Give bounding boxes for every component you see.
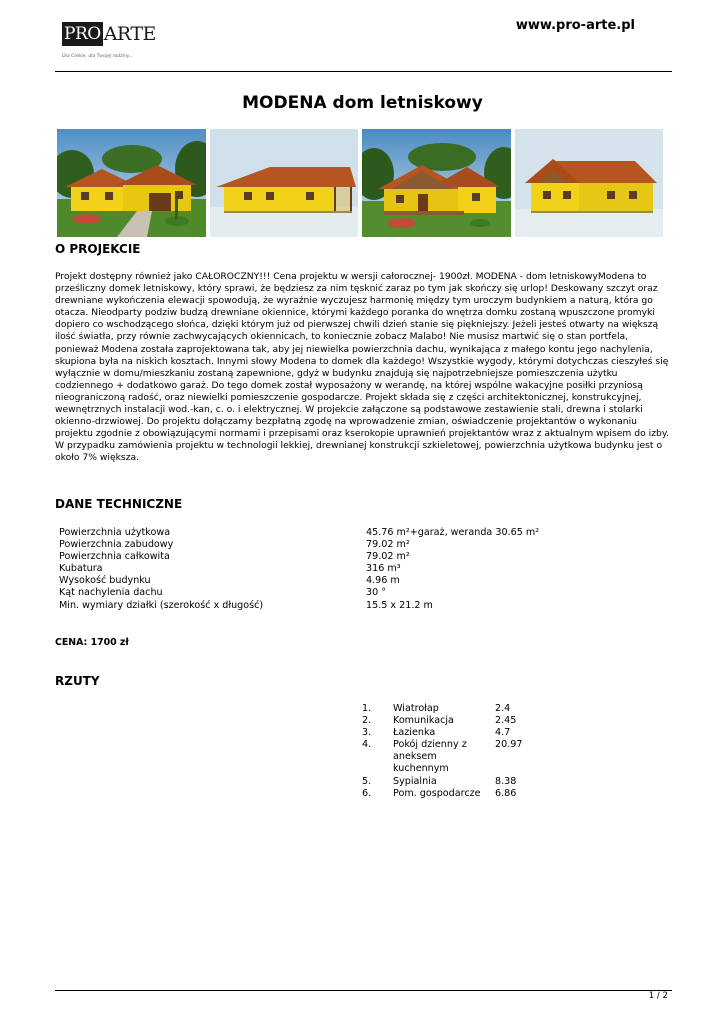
- house-photo-rear: [515, 129, 664, 237]
- page-number: 1 / 2: [648, 991, 668, 1001]
- room-number: 2.: [362, 715, 372, 727]
- room-name: Pom. gospodarcze: [393, 787, 481, 799]
- logo-arte: ARTE: [103, 23, 156, 45]
- room-name: Wiatrołap: [393, 703, 439, 714]
- room-row: [362, 788, 522, 800]
- technical-value: 45.76 m²+garaż, weranda 30.65 m²: [366, 527, 540, 538]
- technical-label: Wysokość budynku: [59, 575, 151, 587]
- technical-label: Kubatura: [59, 563, 103, 575]
- room-row: [362, 715, 522, 727]
- room-row: [362, 776, 522, 788]
- technical-label: Powierzchnia całkowita: [59, 551, 170, 563]
- technical-row: [59, 600, 619, 612]
- room-number: 3.: [362, 727, 372, 739]
- technical-heading: DANE TECHNICZNE: [55, 497, 183, 511]
- header-divider: [55, 71, 672, 72]
- technical-row: [59, 563, 619, 575]
- room-area: 4.7: [495, 727, 511, 739]
- room-name: Pokój dzienny z aneksem kuchennym: [393, 739, 467, 775]
- technical-row: [59, 587, 619, 599]
- pro-arte-logo: [62, 22, 182, 66]
- logo-pro: PRO: [64, 24, 101, 44]
- room-area: 20.97: [495, 739, 523, 751]
- room-number: 1.: [362, 703, 372, 714]
- about-heading: O PROJEKCIE: [55, 242, 141, 256]
- room-number: 4.: [362, 739, 372, 751]
- price-label: CENA: 1700 zł: [55, 637, 129, 648]
- room-number: 6.: [362, 787, 372, 799]
- logo-tagline: Dla Ciebie, dla Twojej rodziny...: [62, 54, 134, 59]
- room-row: [362, 727, 522, 739]
- technical-label: Kąt nachylenia dachu: [59, 587, 163, 599]
- technical-value: 4.96 m: [366, 575, 400, 587]
- room-name: Sypialnia: [393, 775, 437, 787]
- plans-heading: RZUTY: [55, 674, 100, 688]
- project-description: Projekt dostępny również jako CAŁOROCZNY!!! Cena projektu w wersji całorocznej- 1900zł. MODENA - dom letniskowyModena to prześliczny domek letniskowy, który sprawi, że będziesz za nim tęsknić zaraz po tym jak skończy się urlop! Deskowany szczyt oraz drewniane wykończenia elewacji spowodują, że wyraźnie wyczujesz harmonię między tym uroczym budynkiem a naturą, która go otacza. Nieodparty podziw budzą drewniane okiennice, którymi każdego poranka do wnętrza domku zostaną wpuszczone promyki dopiero co wschodzącego słońca, dzięki którym już od pierwszej chwili dzień stanie się piękniejszy. Jeżeli jesteś otwarty na większą ilość światła, przy równie zachwycających okiennicach, to koniecznie zobacz Malabo! Nie musisz martwić się o stan portfela, ponieważ Modena została zaprojektowana tak, aby jej niewielka powierzchnia dachu, wynikająca z małego kontu jego nachylenia, skupiona była na niskich kosztach. Innymi słowy Modena to domek dla każdego! Wszystkie wygody, którymi dotychczas cieszyłeś się wyłącznie w domu/mieszkaniu zostaną zapewnione, gdyż w budynku znajdują się najpotrzebniejsze pomieszczenia użytku codziennego + dodatkowo garaż. Do tego domek został wyposażony w werandę, na której wspólne wakacyjne posiłki przyniosą nieograniczoną radość, oraz niewielki pomieszczenie gospodarcze. Projekt składa się z części architektonicznej, konstrukcyjnej, wewnętrznych instalacji wod.-kan, c. o. i elektrycznej. W projekcie załączone są podstawowe zestawienie stali, drewna i stolarki okienno-drzwiowej. Do projektu dołączamy bezpłatną zgodę na wprowadzenie zmian, oświadczenie projektantów o wykonaniu projektu zgodnie z obowiązującymi normami i przepisami oraz kserokopie uprawnień projektantów wraz z aktualnym wpisem do izby. W przypadku zamówienia projektu w technologii lekkiej, drewnianej konstrukcji szkieletowej, powierzchnia użytkowa budynku jest o około 7% większa.: [55, 271, 669, 464]
- technical-label: Powierzchnia użytkowa: [59, 527, 171, 538]
- room-area: 2.4: [495, 703, 511, 714]
- house-photo-side: [210, 129, 359, 237]
- technical-value: 79.02 m²: [366, 539, 410, 551]
- technical-label: Powierzchnia zabudowy: [59, 539, 174, 551]
- footer-divider: [55, 990, 672, 991]
- technical-value: 30 °: [366, 587, 387, 599]
- logo-wordmark: [62, 22, 182, 46]
- room-row: [362, 703, 522, 715]
- technical-row: [59, 527, 619, 539]
- technical-data-table: [59, 527, 619, 612]
- house-photo-front: [57, 129, 206, 237]
- house-gallery: [57, 129, 663, 237]
- technical-value: 15.5 x 21.2 m: [366, 599, 433, 611]
- site-url: www.pro-arte.pl: [515, 18, 635, 33]
- page-title: MODENA dom letniskowy: [242, 93, 483, 113]
- technical-row: [59, 539, 619, 551]
- technical-value: 316 m³: [366, 563, 401, 575]
- technical-row: [59, 575, 619, 587]
- room-area: 2.45: [495, 715, 517, 727]
- rooms-table: [362, 703, 522, 800]
- room-number: 5.: [362, 775, 372, 787]
- room-name: Łazienka: [393, 727, 436, 739]
- room-name: Komunikacja: [393, 715, 454, 727]
- technical-row: [59, 551, 619, 563]
- room-row: [362, 739, 522, 775]
- room-area: 8.38: [495, 775, 517, 787]
- technical-value: 79.02 m²: [366, 551, 410, 563]
- technical-label: Min. wymiary działki (szerokość x długość): [59, 599, 264, 611]
- room-area: 6.86: [495, 787, 517, 799]
- house-photo-veranda: [362, 129, 511, 237]
